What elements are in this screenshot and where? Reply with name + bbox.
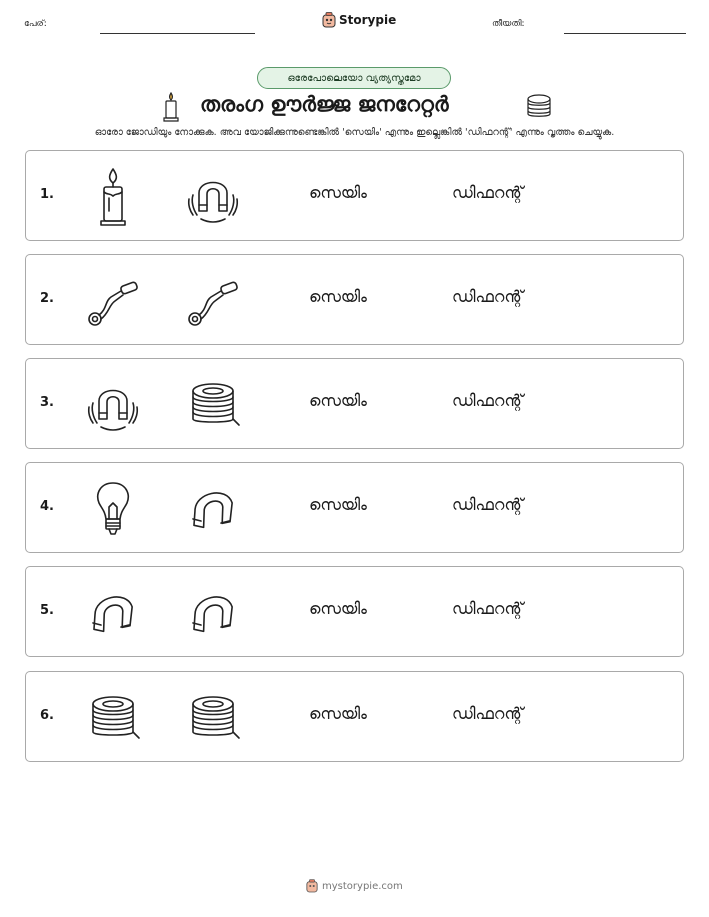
question-card	[25, 358, 684, 449]
brand-name: Storypie	[339, 13, 397, 27]
coil-icon	[181, 686, 245, 750]
question-number: 1.	[40, 187, 54, 202]
date-label: തീയതി:	[492, 19, 525, 29]
question-card	[25, 150, 684, 241]
magnet-vibrating-icon	[181, 165, 245, 229]
instructions: ഓരോ ജോഡിയും നോക്കുക. അവ യോജിക്കുന്നുണ്ടെങ്കിൽ 'സെയിം' എന്നും ഇല്ലെങ്കിൽ 'ഡിഫറന്റ്' എന്നും വൃത്തം ചെയ്യുക.	[94, 127, 615, 138]
question-card	[25, 566, 684, 657]
question-number: 6.	[40, 708, 54, 723]
question-card	[25, 671, 684, 762]
question-number: 5.	[40, 603, 54, 618]
title-row	[0, 90, 709, 124]
date-line[interactable]	[564, 33, 686, 34]
different-option[interactable]: ഡിഫറന്റ്	[452, 599, 524, 618]
name-line[interactable]	[100, 33, 255, 34]
coil-icon	[81, 686, 145, 750]
footer-url[interactable]: mystorypie.com	[322, 880, 403, 892]
same-option[interactable]: സെയിം	[309, 391, 367, 410]
storypie-logo-icon	[306, 879, 318, 893]
horseshoe-magnet-icon	[81, 581, 145, 645]
different-option[interactable]: ഡിഫറന്റ്	[452, 287, 524, 306]
page-title: തരംഗ ഊർജ്ജ ജനറേറ്റർ	[200, 92, 449, 116]
same-option[interactable]: സെയിം	[309, 495, 367, 514]
different-option[interactable]: ഡിഫറന്റ്	[452, 183, 524, 202]
crank-handle-icon	[181, 269, 245, 333]
question-number: 2.	[40, 291, 54, 306]
same-option[interactable]: സെയിം	[309, 704, 367, 723]
light-bulb-icon	[81, 477, 145, 541]
question-number: 3.	[40, 395, 54, 410]
different-option[interactable]: ഡിഫറന്റ്	[452, 391, 524, 410]
question-card	[25, 462, 684, 553]
question-number: 4.	[40, 499, 54, 514]
same-option[interactable]: സെയിം	[309, 287, 367, 306]
question-card	[25, 254, 684, 345]
storypie-logo-icon	[322, 12, 336, 28]
candle-icon	[161, 92, 181, 122]
coil-icon	[181, 373, 245, 437]
horseshoe-magnet-icon	[181, 477, 245, 541]
brand-logo	[322, 12, 396, 28]
coil-icon	[525, 94, 553, 120]
different-option[interactable]: ഡിഫറന്റ്	[452, 495, 524, 514]
different-option[interactable]: ഡിഫറന്റ്	[452, 704, 524, 723]
worksheet-header	[0, 0, 709, 48]
footer	[306, 879, 403, 893]
same-option[interactable]: സെയിം	[309, 183, 367, 202]
same-option[interactable]: സെയിം	[309, 599, 367, 618]
crank-handle-icon	[81, 269, 145, 333]
worksheet-type-badge: ഒരേപോലെയോ വ്യത്യസ്തമോ	[257, 67, 451, 89]
candle-icon	[81, 165, 145, 229]
magnet-vibrating-icon	[81, 373, 145, 437]
horseshoe-magnet-icon	[181, 581, 245, 645]
name-label: പേര്:	[24, 19, 47, 29]
